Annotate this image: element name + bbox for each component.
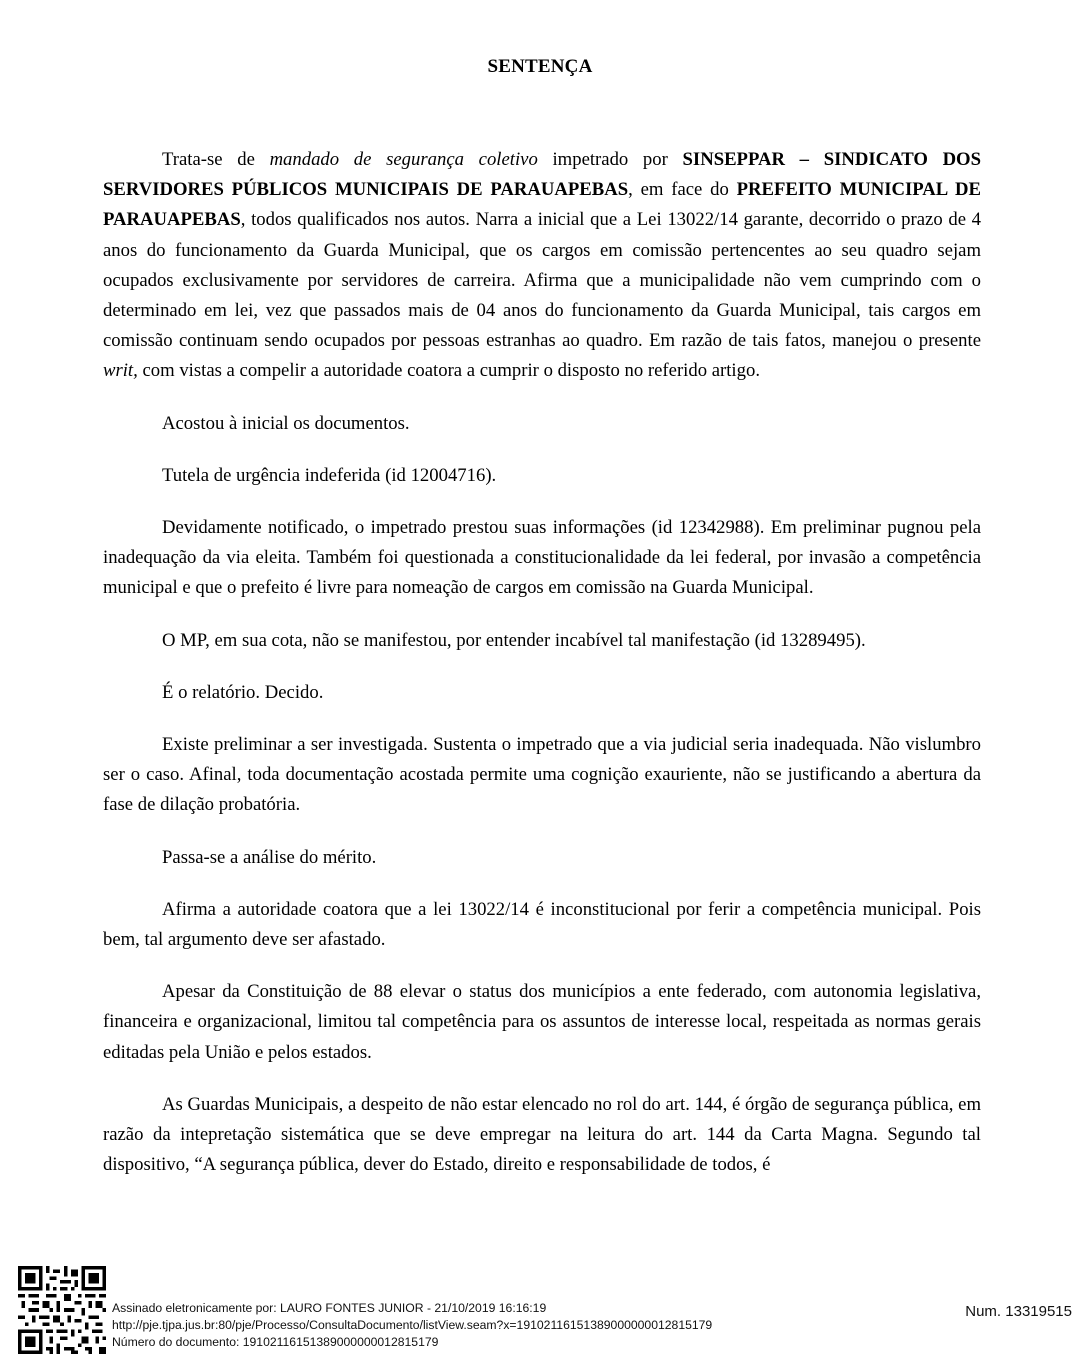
paragraph-2: Acostou à inicial os documentos. — [162, 412, 410, 434]
document-url-link[interactable]: http://pje.tjpa.jus.br:80/pje/Processo/ConsultaDocumento/listView.seam?x=19102116151389000000012815179 — [112, 1318, 713, 1332]
paragraph-3: Tutela de urgência indeferida (id 12004716). — [162, 464, 497, 486]
text-segment: com vistas a compelir a autoridade coatora a cumprir o disposto no referido artigo. — [137, 360, 760, 382]
paragraph-5: O MP, em sua cota, não se manifestou, por entender incabível tal manifestação (id 13289495). — [162, 629, 866, 651]
page-title: SENTENÇA — [487, 56, 593, 77]
document-body — [103, 145, 981, 1202]
qr-code-icon[interactable] — [18, 1266, 106, 1354]
signature-footer — [0, 1262, 1080, 1354]
text-segment: , em face do — [628, 179, 737, 201]
text-segment: Trata-se de — [162, 149, 270, 170]
paragraph-1 — [103, 145, 981, 387]
document-num: Num. 13319515 — [965, 1303, 1072, 1320]
paragraph-8: Passa-se a análise do mérito. — [162, 846, 377, 868]
document-number-text: Número do documento: 19102116151389000000012815179 — [112, 1335, 439, 1349]
paragraph-7: Existe preliminar a ser investigada. Sustenta o impetrado que a via judicial seria inadequada. Não vislumbro ser o caso. Afinal, toda documentação acostada permite uma cognição exauriente, não se justificando a abertura da fase de dilação probatória. — [103, 734, 981, 816]
bold-segment-defendant: PREFEITO MUNICIPAL DE PARAUAPEBAS — [103, 179, 981, 231]
paragraph-10: Apesar da Constituição de 88 elevar o status dos municípios a ente federado, com autonomia legislativa, financeira e organizacional, limitou tal competência para os assuntos de interesse local, respeitada as normas gerais editadas pela União e pelos estados. — [103, 981, 981, 1063]
paragraph-11: As Guardas Municipais, a despeito de não estar elencado no rol do art. 144, é órgão de segurança pública, em razão da intepretação sistemática que se deve empregar na leitura do art. 144 da Carta Magna. Segundo tal dispositivo, “A segurança pública, dever do Estado, direito e responsabilidade de todos, é — [103, 1093, 981, 1176]
paragraph-9: Afirma a autoridade coatora que a lei 13022/14 é inconstitucional por ferir a competência municipal. Pois bem, tal argumento deve ser afastado. — [103, 898, 981, 951]
paragraph-6: É o relatório. Decido. — [162, 681, 324, 703]
italic-segment: writ, — [103, 360, 138, 382]
bold-segment-plaintiff: SINSEPPAR – SINDICATO DOS SERVIDORES PÚBLICOS MUNICIPAIS DE PARAUAPEBAS — [103, 149, 981, 201]
paragraph-4: Devidamente notificado, o impetrado prestou suas informações (id 12342988). Em preliminar pugnou pela inadequação da via eleita. Também foi questionada a constitucionalidade da lei federal, por invasão a competência municipal e que o prefeito é livre para nomeação de cargos em comissão na Guarda Municipal. — [103, 517, 981, 599]
signed-by-text: Assinado eletronicamente por: LAURO FONTES JUNIOR - 21/10/2019 16:16:19 — [112, 1301, 547, 1315]
text-segment: impetrado por — [537, 149, 683, 170]
text-segment: , todos qualificados nos autos. Narra a inicial que a Lei 13022/14 garante, decorrido o prazo de 4 anos do funcionamento da Guarda Municipal, que os cargos em comissão pertencentes ao seu quadro sejam ocupados exclusivamente por servidores de carreira. Afirma que a municipalidade não vem cumprindo com o determinado em lei, vez que passados mais de 04 anos do funcionamento da Guarda Municipal, tais cargos em comissão continuam sendo ocupados por pessoas estranhas ao quadro. Em razão de tais fatos, manejou o presente — [103, 209, 981, 352]
italic-segment: mandado de segurança coletivo — [269, 149, 538, 170]
signature-block — [112, 1300, 712, 1351]
